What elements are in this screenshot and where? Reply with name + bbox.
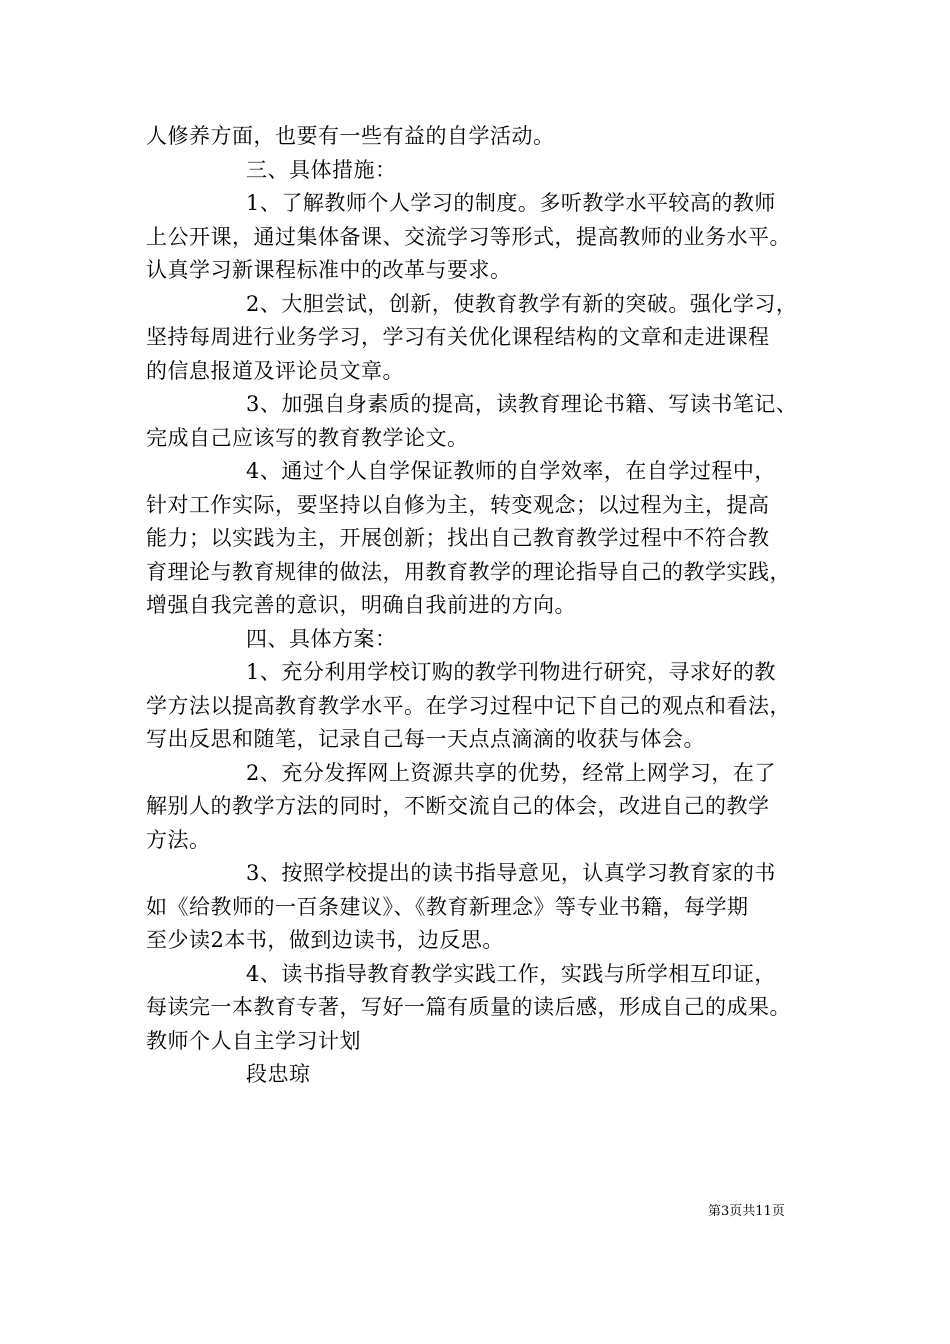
text-line: 教师个人自主学习计划 xyxy=(146,1028,361,1053)
text-line: 方法。 xyxy=(146,827,211,852)
text-line: 四、具体方案： xyxy=(246,626,397,651)
text-line: 3、加强自身素质的提高，读教育理论书籍、写读书笔记、 xyxy=(246,392,798,416)
text-line: 4、读书指导教育教学实践工作，实践与所学相互印证， xyxy=(246,961,776,986)
text-line: 育理论与教育规律的做法，用教育教学的理论指导自己的教学实践， xyxy=(146,559,791,584)
document-body xyxy=(146,120,826,1092)
text-line: 每读完一本教育专著，写好一篇有质量的读后感，形成自己的成果。 xyxy=(146,995,791,1019)
text-line: 至少读2本书，做到边读书，边反思。 xyxy=(146,928,504,952)
text-line: 4、通过个人自学保证教师的自学效率，在自学过程中， xyxy=(246,459,776,483)
text-line: 三、具体措施： xyxy=(246,157,397,182)
text-line: 针对工作实际，要坚持以自修为主，转变观念；以过程为主，提高 xyxy=(146,492,770,517)
text-line: 上公开课，通过集体备课、交流学习等形式，提高教师的业务水平。 xyxy=(146,224,791,249)
text-line: 增强自我完善的意识，明确自我前进的方向。 xyxy=(146,593,576,617)
text-line: 人修养方面，也要有一些有益的自学活动。 xyxy=(146,124,555,148)
text-line: 写出反思和随笔，记录自己每一天点点滴滴的收获与体会。 xyxy=(146,727,705,751)
text-line: 认真学习新课程标准中的改革与要求。 xyxy=(146,258,512,282)
text-line: 如《给教师的一百条建议》、《教育新理念》等专业书籍，每学期 xyxy=(146,894,749,919)
text-line: 3、按照学校提出的读书指导意见，认真学习教育家的书 xyxy=(246,861,776,885)
page-number-footer: 第3页共11页 xyxy=(708,1204,785,1219)
text-line: 解别人的教学方法的同时，不断交流自己的体会，改进自己的教学 xyxy=(146,794,770,818)
text-line: 1、充分利用学校订购的教学刊物进行研究，寻求好的教 xyxy=(246,660,776,684)
text-line: 坚持每周进行业务学习，学习有关优化课程结构的文章和走进课程 xyxy=(146,325,770,349)
text-line: 2、充分发挥网上资源共享的优势，经常上网学习，在了 xyxy=(246,760,776,785)
text-line: 段忠琼 xyxy=(246,1062,311,1086)
text-line: 完成自己应该写的教育教学论文。 xyxy=(146,425,469,450)
text-line: 1、了解教师个人学习的制度。多听教学水平较高的教师 xyxy=(246,191,776,215)
text-line: 能力；以实践为主，开展创新；找出自己教育教学过程中不符合教 xyxy=(146,526,770,550)
text-line: 学方法以提高教育教学水平。在学习过程中记下自己的观点和看法， xyxy=(146,693,791,718)
text-line: 2、大胆尝试，创新，使教育教学有新的突破。强化学习， xyxy=(246,291,798,316)
text-line: 的信息报道及评论员文章。 xyxy=(146,358,404,383)
